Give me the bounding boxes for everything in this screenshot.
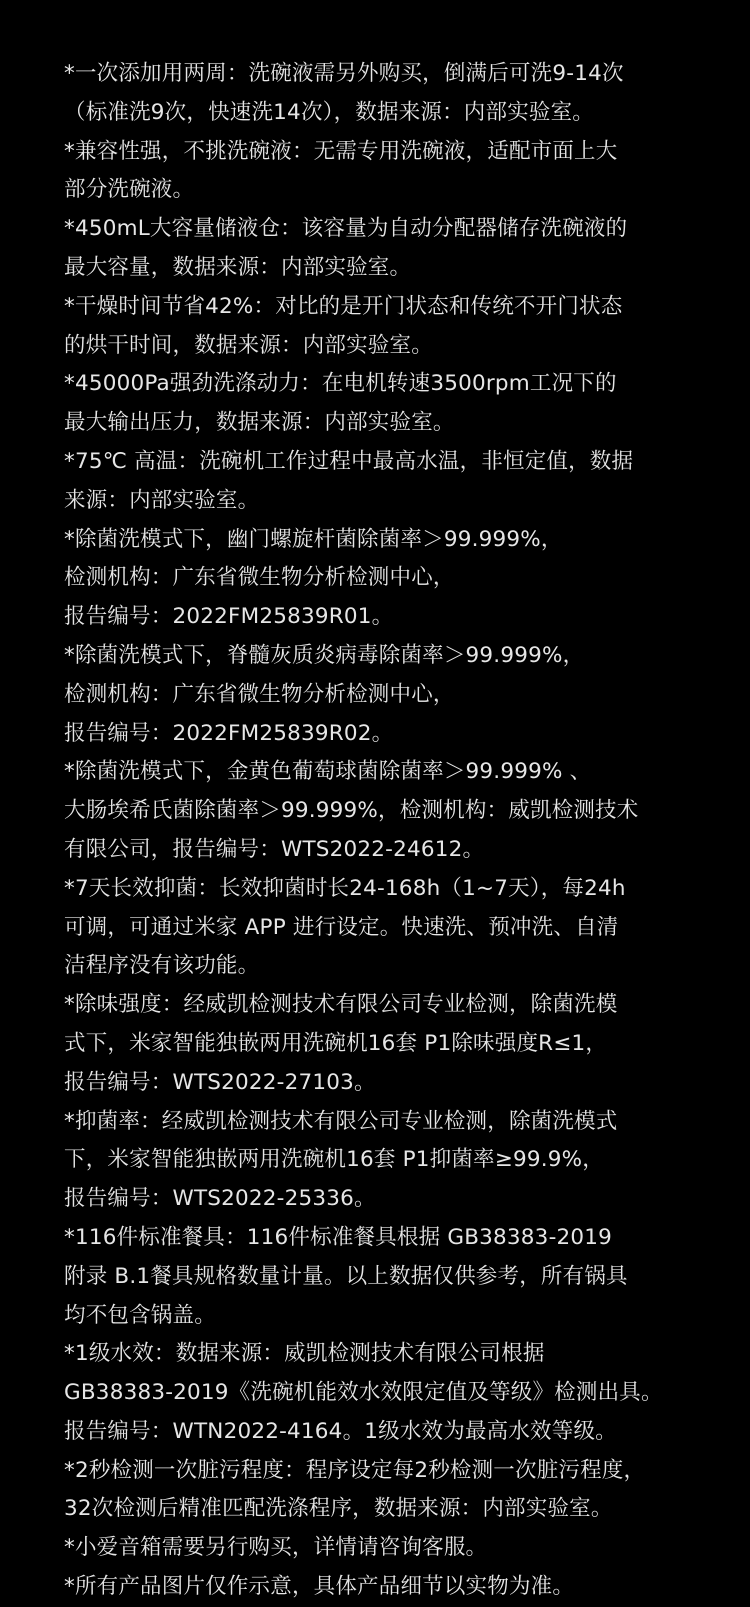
footnote-item	[64, 986, 724, 1102]
footnote-line: *75℃ 高温：洗碗机工作过程中最高水温，非恒定值，数据	[64, 448, 634, 474]
footnote-line: （标准洗9次，快速洗14次），数据来源：内部实验室。	[64, 99, 594, 125]
footnote-line: 部分洗碗液。	[64, 177, 195, 203]
footnote-item	[64, 753, 724, 869]
footnote-item	[64, 1452, 724, 1530]
footnote-line: 均不包含锅盖。	[64, 1302, 216, 1328]
footnote-line: *兼容性强，不挑洗碗液：无需专用洗碗液，适配市面上大	[64, 138, 618, 164]
footnote-line: *除菌洗模式下，幽门螺旋杆菌除菌率＞99.999%，	[64, 526, 563, 552]
footnote-item	[64, 521, 724, 637]
footnote-line: 下，米家智能独嵌两用洗碗机16套 P1抑菌率≥99.9%，	[64, 1147, 604, 1173]
footnote-line: *干燥时间节省42%：对比的是开门状态和传统不开门状态	[64, 293, 623, 319]
footnote-line: *所有产品图片仅作示意，具体产品细节以实物为准。	[64, 1574, 575, 1600]
footnote-line: 32次检测后精准匹配洗涤程序，数据来源：内部实验室。	[64, 1496, 613, 1522]
footnote-item	[64, 637, 724, 753]
footnote-line: 最大容量，数据来源：内部实验室。	[64, 254, 412, 280]
footnote-item	[64, 443, 724, 521]
footnote-line: 报告编号：WTS2022-27103。	[64, 1069, 376, 1095]
footnote-line: *小爱音箱需要另行购买，详情请咨询客服。	[64, 1535, 488, 1561]
footnote-line: 报告编号：WTS2022-25336。	[64, 1186, 376, 1212]
footnote-item	[64, 133, 724, 211]
footnote-item	[64, 1529, 724, 1568]
footnote-line: 检测机构：广东省微生物分析检测中心，	[64, 681, 455, 707]
footnote-item	[64, 288, 724, 366]
footnote-item	[64, 1568, 724, 1607]
footnote-item	[64, 1103, 724, 1219]
footnote-item	[64, 1219, 724, 1335]
footnote-item	[64, 1335, 724, 1451]
footnote-line: *116件标准餐具：116件标准餐具根据 GB38383-2019	[64, 1224, 613, 1250]
footnote-line: 洁程序没有该功能。	[64, 953, 260, 979]
footnote-line: 的烘干时间，数据来源：内部实验室。	[64, 332, 433, 358]
footnote-line: 报告编号：2022FM25839R02。	[64, 720, 394, 746]
footnote-line: GB38383-2019《洗碗机能效水效限定值及等级》检测出具。	[64, 1380, 663, 1406]
footnote-line: 检测机构：广东省微生物分析检测中心，	[64, 565, 455, 591]
footnote-line: 附录 B.1餐具规格数量计量。以上数据仅供参考，所有锅具	[64, 1263, 628, 1289]
footnote-line: *2秒检测一次脏污程度：程序设定每2秒检测一次脏污程度，	[64, 1457, 646, 1483]
footnote-line: *1级水效：数据来源：威凯检测技术有限公司根据	[64, 1341, 545, 1367]
footnote-line: *除菌洗模式下，脊髓灰质炎病毒除菌率＞99.999%，	[64, 642, 585, 668]
footnote-line: 最大输出压力，数据来源：内部实验室。	[64, 410, 455, 436]
footnote-line: *7天长效抑菌：长效抑菌时长24-168h（1~7天），每24h	[64, 875, 626, 901]
footnote-line: *450mL大容量储液仓：该容量为自动分配器储存洗碗液的	[64, 216, 628, 242]
footnote-line: 来源：内部实验室。	[64, 487, 260, 513]
footnote-item	[64, 870, 724, 986]
footnote-line: *一次添加用两周：洗碗液需另外购买，倒满后可洗9-14次	[64, 61, 624, 86]
footnote-line: *45000Pa强劲洗涤动力：在电机转速3500rpm工况下的	[64, 371, 617, 397]
footnotes-list	[64, 55, 724, 1607]
footnote-line: *除菌洗模式下，金黄色葡萄球菌除菌率＞99.999% 、	[64, 759, 592, 785]
footnote-item	[64, 210, 724, 288]
footnote-line: 报告编号：WTN2022-4164。1级水效为最高水效等级。	[64, 1418, 617, 1444]
footnote-line: *除味强度：经威凯检测技术有限公司专业检测，除菌洗模	[64, 992, 618, 1018]
footnote-line: 有限公司，报告编号：WTS2022-24612。	[64, 836, 485, 862]
footnote-line: 报告编号：2022FM25839R01。	[64, 604, 394, 630]
footnote-line: 式下，米家智能独嵌两用洗碗机16套 P1除味强度R≤1，	[64, 1030, 608, 1056]
footnote-item	[64, 55, 724, 133]
footnote-line: 可调，可通过米家 APP 进行设定。快速洗、预冲洗、自清	[64, 914, 619, 940]
footnote-line: *抑菌率：经威凯检测技术有限公司专业检测，除菌洗模式	[64, 1108, 618, 1134]
footnote-line: 大肠埃希氏菌除菌率＞99.999%，检测机构：威凯检测技术	[64, 798, 639, 824]
footnote-item	[64, 365, 724, 443]
